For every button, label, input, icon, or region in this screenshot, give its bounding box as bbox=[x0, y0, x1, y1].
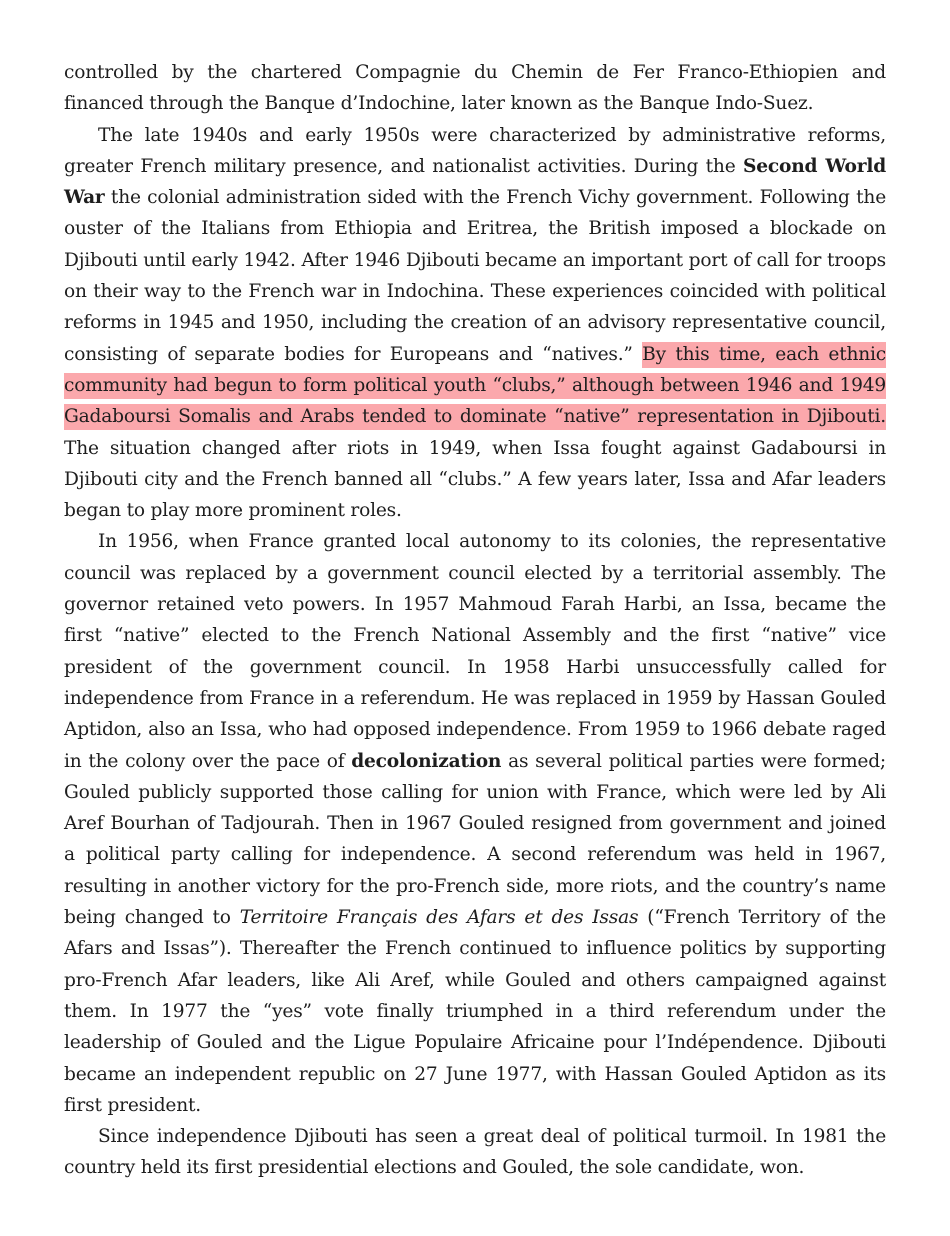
bold-term-decolonization: decolonization bbox=[351, 750, 502, 772]
paragraph-2-text-a: The late 1940s and early 1950s were characterized by administrative reforms, greater French military presence, and nationalist activities. During the bbox=[64, 124, 886, 177]
paragraph-1 bbox=[64, 57, 886, 120]
bold-term-second-world-war: Second World War bbox=[64, 155, 887, 209]
paragraph-2 bbox=[64, 120, 886, 527]
highlighted-passage[interactable]: By this time, each ethnic community had begun to form political youth “clubs,” although between 1946 and 1949 Gadaboursi Somalis and Arabs tended to dominate “native” representation in Djibouti. bbox=[64, 342, 886, 431]
paragraph-3-text-c: (“French Territory of the Afars and Issas”). Thereafter the French continued to influence politics by supporting pro-French Afar leaders, like Ali Aref, while Gouled and others campaigned against them. In 1977 the “yes” vote finally triumphed in a third referendum under the leadership of Gouled and the Ligue Populaire Africaine pour l’Indépendence. Djibouti became an independent republic on 27 June 1977, with Hassan Gouled Aptidon as its first president. bbox=[64, 907, 886, 1116]
paragraph-4-text: Since independence Djibouti has seen a great deal of political turmoil. In 1981 the country held its first presidential elections and Gouled, the sole candidate, won. bbox=[64, 1126, 886, 1179]
paragraph-3-text-b: as several political parties were formed; Gouled publicly supported those calling for union with France, which were led by Ali Aref Bourhan of Tadjourah. Then in 1967 Gouled resigned from government and joined a political party calling for independence. A second referendum was held in 1967, resulting in another victory for the pro-French side, more riots, and the country’s name being changed to bbox=[64, 750, 886, 929]
italic-territory-name: Territoire Français des Afars et des Issas bbox=[239, 907, 639, 929]
paragraph-3 bbox=[64, 526, 886, 1121]
paragraph-3-text-a: In 1956, when France granted local autonomy to its colonies, the representative council was replaced by a government council elected by a territorial assembly. The governor retained veto powers. In 1957 Mahmoud Farah Harbi, an Issa, became the first “native” elected to the French National Assembly and the first “native” vice president of the government council. In 1958 Harbi unsuccessfully called for independence from France in a referendum. He was replaced in 1959 by Hassan Gouled Aptidon, also an Issa, who had opposed independence. From 1959 to 1966 debate raged in the colony over the pace of bbox=[64, 531, 886, 772]
paragraph-1-text: controlled by the chartered Compagnie du Chemin de Fer Franco-Ethiopien and financed through the Banque d’Indochine, later known as the Banque Indo-Suez. bbox=[64, 62, 886, 115]
document-page bbox=[64, 57, 886, 1184]
paragraph-4 bbox=[64, 1121, 886, 1184]
paragraph-2-text-c: The situation changed after riots in 1949, when Issa fought against Gadaboursi in Djibouti city and the French banned all “clubs.” A few years later, Issa and Afar leaders began to play more prominent roles. bbox=[64, 437, 886, 522]
paragraph-2-text-b: the colonial administration sided with the French Vichy government. Following the ouster of the Italians from Ethiopia and Eritrea, the British imposed a blockade on Djibouti until early 1942. After 1946 Djibouti became an important port of call for troops on their way to the French war in Indochina. These experiences coincided with political reforms in 1945 and 1950, including the creation of an advisory representative council, consisting of separate bodies for Europeans and “natives.” bbox=[64, 187, 886, 365]
